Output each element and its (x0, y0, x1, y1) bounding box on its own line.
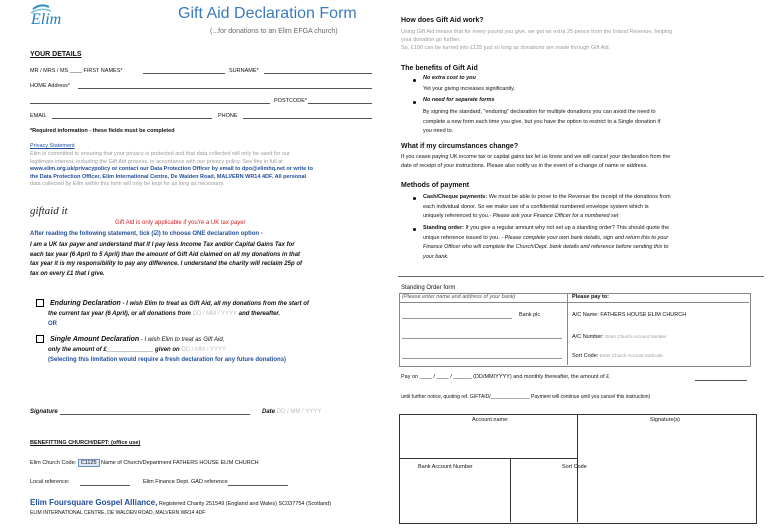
local-ref-input[interactable] (80, 485, 130, 486)
statement-line: tax on every £1 that I give. (30, 270, 105, 277)
circ-line: date of receipt of your instructions. Please also notify us in the event of a change of name or address. (401, 163, 648, 169)
bullet-icon (413, 101, 416, 104)
single-text: - I wish Elim to treat as Gift Aid, (139, 337, 225, 343)
sort-code[interactable] (572, 352, 663, 361)
bank-plc-label: Bank plc (519, 312, 541, 318)
signature-date[interactable] (262, 408, 321, 416)
phone-label: PHONE (218, 113, 238, 119)
phone-input[interactable] (243, 118, 372, 119)
privacy-heading: Privacy Statement (30, 143, 75, 149)
payment-line: unique reference issued to you. - (423, 234, 505, 241)
privacy-line: Elim is committed to ensuring that your privacy is protected and that data collected will only be used for our (30, 151, 290, 157)
divider (398, 276, 764, 277)
how-line: your donation go further. (401, 37, 461, 43)
finance-ref-label: Elim Finance Dept. GAD reference (143, 479, 228, 485)
bank-address-input[interactable] (402, 358, 562, 359)
benefit-2-text (423, 108, 763, 137)
postcode-input[interactable] (308, 103, 372, 104)
bank-address-input[interactable] (402, 338, 562, 339)
payment-line: We must be able to prove to the Revenue the receipt of the donations from (487, 194, 671, 200)
privacy-line: the Data Protection Officer, Elim International Centre, De Walden Road, MALVERN WR14 4DF. All personal (30, 173, 307, 180)
payment-line: Please complete your own bank details, sign and return this to your (504, 234, 669, 241)
so-divider (567, 293, 568, 365)
church-code-row (30, 460, 259, 468)
local-ref-label: Local reference: (30, 479, 70, 485)
payment-line: your bank. (423, 253, 449, 260)
finance-ref-input[interactable] (228, 485, 288, 486)
giftaid-logo: giftaid it (30, 205, 68, 217)
cash-cheque-text (423, 193, 763, 222)
amount-input[interactable] (695, 380, 747, 381)
benefit-line: you need to. (423, 128, 454, 134)
pay-to-label: Please pay to: (572, 294, 609, 300)
payment-line: Please ask your Finance Officer for a numbered set (492, 213, 619, 219)
email-input[interactable] (52, 118, 212, 119)
bullet-icon (413, 197, 416, 200)
footer-org (30, 498, 331, 507)
pay-on-text: Pay on ____ / ____ / ______ (DD/MM/YYYY) and monthly thereafter, the amount of £ (401, 374, 610, 380)
single-date-input[interactable]: DD / MM / YYYY (181, 347, 226, 353)
church-name-label: Name of Church/Department FATHERS HOUSE ELIM CHURCH (101, 460, 259, 466)
your-details-heading: YOUR DETAILS (30, 51, 82, 58)
elim-logo-text: Elim (31, 11, 62, 28)
single-text: only the amount of £______________ given on (48, 347, 182, 353)
footer-registration: Registered Charity 251549 (England and Wales) SC037754 (Scotland) (157, 501, 332, 507)
benefits-heading: The benefits of Gift Aid (401, 65, 478, 72)
payment-line: If you give a regular amount why not set up a standing order? This should quote the (463, 225, 670, 231)
page-title: Gift Aid Declaration Form (178, 5, 357, 22)
ac-name: A/C Name: FATHERS HOUSE ELIM CHURCH (572, 312, 687, 318)
standing-order-text (423, 224, 763, 262)
circ-line: If you cease paying UK income tax or capital gains tax let us know and we will cancel your declaration from the (401, 154, 671, 160)
table-divider (510, 458, 511, 522)
benefit-2-title: No need for separate forms (423, 97, 495, 103)
footer-address: ELIM INTERNATIONAL CENTRE, DE WALDEN ROAD, MALVERN WR14 4DF (30, 510, 206, 516)
benefit-1-text: Yet your giving increases significantly. (423, 86, 516, 92)
ac-number-input[interactable]: Enter Church Account Number (605, 334, 667, 339)
how-text (401, 28, 761, 52)
statement-line: each tax year (6 April to 5 April) than the amount of Gift Aid claimed on all my donations in that (30, 251, 301, 258)
ac-number[interactable] (572, 333, 666, 342)
benefit-line: complete a new form each time you give, but you have the option to restrict to a Single donation if (423, 118, 661, 125)
payment-line: Finance Officer who will complete the Church/Dept. bank details and reference before sending this to (423, 244, 669, 250)
bullet-icon (413, 79, 416, 82)
date-label: Date (262, 409, 277, 415)
giftaid-only-note: Gift Aid is only applicable if you're a UK tax payer (115, 220, 246, 226)
enduring-text: - I wish Elim to treat as Gift Aid, all my donations from the start of (120, 301, 309, 307)
single-title: Single Amount Declaration (50, 336, 140, 343)
benefit-line: By signing the standard, "enduring" declaration for multiple donations you can avoid the need to (423, 109, 656, 115)
table-divider (399, 458, 577, 459)
single-note: (Selecting this limitation would require a fresh declaration for any future donations) (48, 357, 287, 363)
taxpayer-statement (30, 241, 375, 279)
circumstances-text (401, 153, 761, 171)
privacy-line: legitimate interest, including the Gift Aid process, in accordance with our privacy policy. See this in full at (30, 158, 283, 165)
date-input[interactable]: DD / MM / YYYY (276, 409, 322, 415)
benefit-1-title: No extra cost to you (423, 75, 476, 81)
church-heading: BENEFITTING CHURCH/DEPT: (office use) (30, 440, 141, 446)
required-note: *Required information - these fields must be completed (30, 128, 175, 134)
account-name-label: Account name: (472, 417, 509, 423)
bank-address-input[interactable] (402, 318, 512, 319)
page-subtitle: (...for donations to an Elim EFGA church) (210, 28, 338, 35)
single-checkbox[interactable] (36, 335, 44, 343)
giftaid-instruction: After reading the following statement, tick (☑) to choose ONE declaration option - (30, 231, 263, 237)
so-heading: Standing Order form (401, 285, 456, 291)
cash-title: Cash/Cheque payments: (423, 194, 488, 200)
enduring-text: the current tax year (6 April), or all donations from (48, 311, 193, 317)
sort-code-column-label: Sort Code (562, 464, 587, 470)
bank-account-number-label: Bank Account Number (418, 464, 473, 470)
title-first-names-label: MR / MRS / MS ____ FIRST NAMES* (30, 68, 123, 74)
statement-line: tax year it is my responsibility to pay any difference. I understand the charity will reclaim 25p of (30, 261, 302, 267)
enduring-text: and thereafter. (237, 311, 281, 317)
privacy-line[interactable]: www.elim.org.uk/privacypolicy or contact our Data Protection Officer by email to dpo@elimhq.net or write to (30, 166, 313, 172)
sort-code-label: Sort Code: (572, 353, 600, 359)
payment-line: uniquely referenced to you.- (423, 213, 493, 219)
home-address-label: HOME Address* (30, 83, 71, 89)
or-label: OR (48, 321, 57, 327)
church-code-label: Elim Church Code: (30, 460, 77, 466)
elim-logo (27, 3, 87, 33)
enduring-date-input[interactable]: DD / MM / YYYY (192, 311, 238, 317)
circumstances-heading: What if my circumstances change? (401, 143, 519, 150)
so-divider (399, 302, 749, 303)
footer-org-name: Elim Foursquare Gospel Alliance, (30, 498, 158, 507)
enduring-declaration[interactable] (36, 299, 376, 329)
payment-line: each individual donor. So we make use of a confidential numbered envelope system which is (423, 203, 649, 210)
how-line: So, £100 can be turned into £125 just so long as donations are made through Gift Aid. (401, 45, 611, 51)
enduring-checkbox[interactable] (36, 299, 44, 307)
how-heading: How does Gift Aid work? (401, 17, 484, 24)
statement-line: I am a UK tax payer and understand that if I pay less Income Tax and/or Capital Gains Tax for (30, 242, 295, 248)
bank-name-placeholder[interactable]: (Please enter name and address of your bank) (402, 294, 516, 300)
enduring-title: Enduring Declaration (50, 300, 121, 307)
signature-label: Signature (30, 409, 58, 415)
surname-label: SURNAME* (229, 68, 259, 74)
first-names-input[interactable] (143, 73, 225, 74)
until-text: until further notice, quoting ref. GIFTAID/______________ Payment will continue until you cancel this instruction) (401, 394, 651, 400)
privacy-text (30, 151, 375, 189)
ac-number-label: A/C Number: (572, 334, 606, 340)
sort-code-input[interactable]: Enter Church Account Sortcode (599, 353, 663, 358)
bullet-icon (413, 228, 416, 231)
payment-heading: Methods of payment (401, 182, 470, 189)
church-code-field[interactable]: C1125 (78, 459, 100, 467)
address-input-2[interactable] (30, 103, 270, 104)
so-title: Standing order: (423, 225, 464, 231)
single-declaration[interactable] (36, 335, 376, 365)
email-label: EMAIL (30, 113, 47, 119)
privacy-line: data collected by Elim within this form will only be kept for as long as necessary. (30, 181, 225, 187)
signatures-label: Signature(s) (650, 417, 680, 423)
how-line: Using Gift Aid means that for every pound you give, we get an extra 25 pence from the Inland Revenue, helping (401, 29, 673, 35)
surname-input[interactable] (264, 73, 372, 74)
postcode-label: POSTCODE* (274, 98, 308, 104)
signature-input[interactable] (60, 414, 250, 415)
address-input-1[interactable] (78, 88, 372, 89)
